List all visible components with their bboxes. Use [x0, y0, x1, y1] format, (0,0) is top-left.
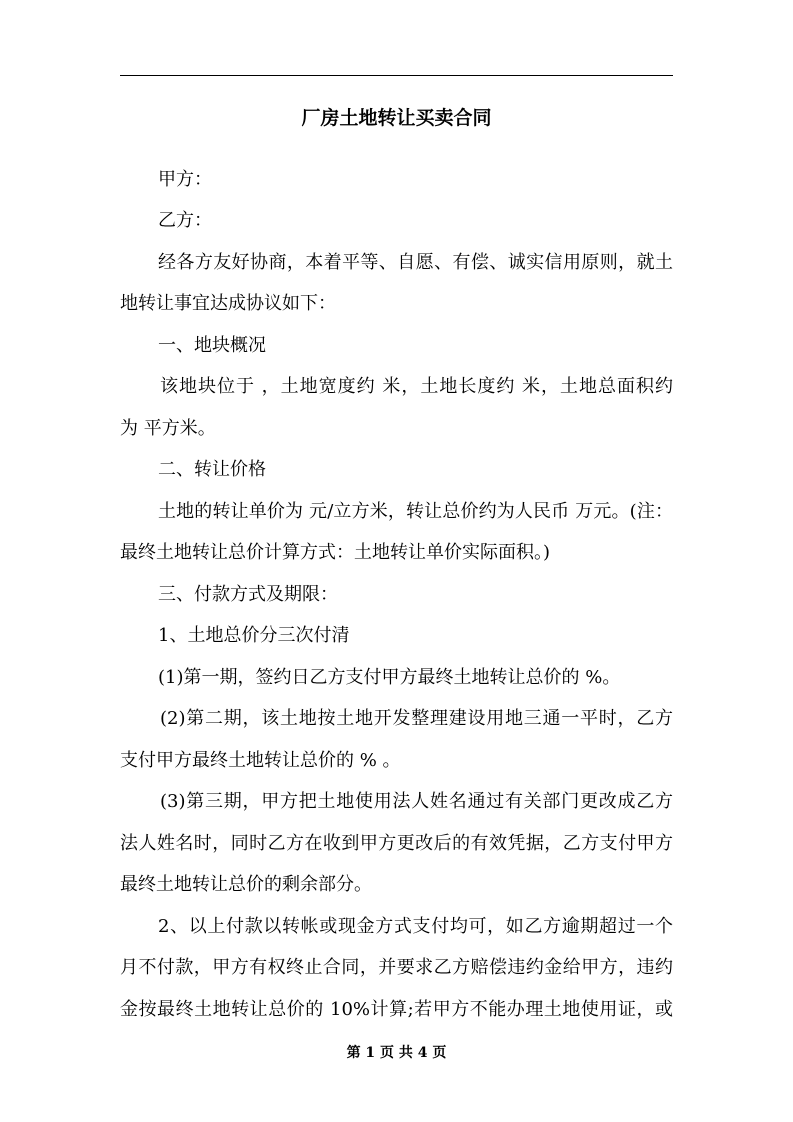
- list-item: 1、土地总价分三次付清: [158, 625, 350, 646]
- paragraph-line: 经各方友好协商，本着平等、自愿、有偿、诚实信用原则，就土: [158, 252, 673, 273]
- page-number: 第 1 页 共 4 页: [346, 1045, 447, 1061]
- paragraph-line: 最终土地转让总价的剩余部分。: [120, 874, 372, 895]
- paragraph-line: 金按最终土地转让总价的 10%计算;若甲方不能办理土地使用证，或: [120, 999, 673, 1020]
- paragraph-line: 该地块位于 ，土地宽度约 米，土地长度约 米，土地总面积约: [160, 376, 673, 397]
- paragraph-line: 土地的转让单价为 元/立方米，转让总价约为人民币 万元。(注：: [158, 501, 673, 522]
- paragraph-line: 月不付款，甲方有权终止合同，并要求乙方赔偿违约金给甲方，违约: [120, 957, 673, 978]
- paragraph-line: 为 平方米。: [120, 418, 216, 439]
- paragraph-line: 地转让事宜达成协议如下：: [120, 293, 336, 314]
- document-title: 厂房土地转让买卖合同: [301, 107, 492, 129]
- list-item: (3)第三期，甲方把土地使用法人姓名通过有关部门更改成乙方: [160, 791, 673, 812]
- list-item: 2、以上付款以转帐或现金方式支付均可，如乙方逾期超过一个: [158, 916, 673, 937]
- section-heading: 三、付款方式及期限：: [158, 584, 338, 605]
- header-rule: [120, 75, 673, 76]
- section-heading: 二、转让价格: [158, 459, 266, 480]
- paragraph-line: 支付甲方最终土地转让总价的 % 。: [120, 750, 401, 771]
- party-a-line: 甲方：: [158, 169, 212, 190]
- paragraph-line: 法人姓名时，同时乙方在收到甲方更改后的有效凭据，乙方支付甲方: [120, 833, 673, 854]
- paragraph-line: 最终土地转让总价计算方式：土地转让单价实际面积。): [120, 542, 551, 563]
- party-b-line: 乙方：: [158, 210, 212, 231]
- section-heading: 一、地块概况: [158, 335, 266, 356]
- list-item: (2)第二期，该土地按土地开发整理建设用地三通一平时，乙方: [160, 708, 673, 729]
- list-item: (1)第一期，签约日乙方支付甲方最终土地转让总价的 %。: [158, 667, 621, 688]
